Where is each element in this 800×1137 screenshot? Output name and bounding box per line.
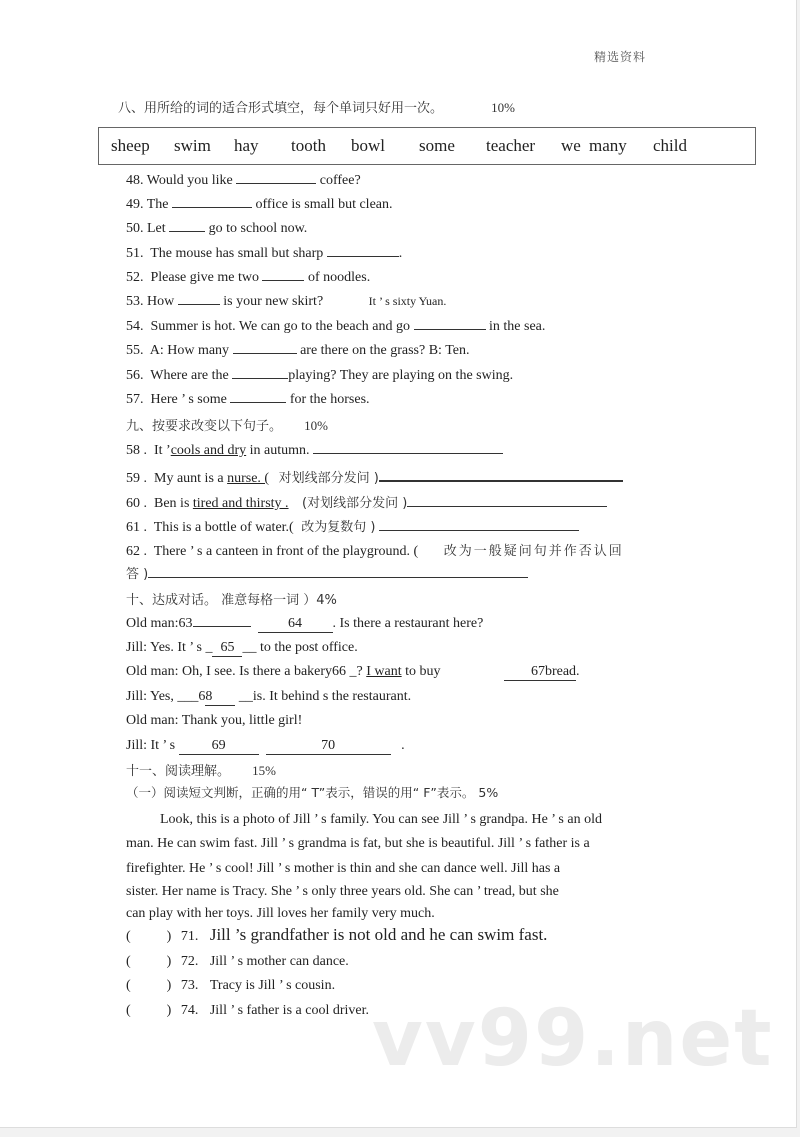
- passage-line: firefighter. He ’ s cool! Jill ’ s mother is thin and she can dance well. Jill has a: [126, 861, 561, 876]
- question-58: 58 . It ’cools and dry in autumn.: [126, 443, 503, 459]
- passage-line: man. He can swim fast. Jill ’ s grandma is fat, but she is beautiful. Jill ’ s father is a: [126, 836, 590, 851]
- answer-blank[interactable]: [262, 280, 304, 281]
- section8-score: 10%: [491, 100, 515, 115]
- word-bank-item: many: [589, 136, 627, 155]
- answer-blank[interactable]: [178, 304, 220, 305]
- section8-title: [118, 97, 515, 116]
- answer-hint: It ’ s sixty Yuan.: [368, 294, 447, 308]
- passage-line: sister. Her name is Tracy. She ’ s only three years old. She can ’ tread, but she: [126, 884, 559, 899]
- watermark: vv99.net: [372, 994, 774, 1084]
- question-59: 59 . My aunt is a nurse. ( 对划线部分发问 ): [126, 467, 623, 487]
- answer-blank-70[interactable]: 70: [266, 738, 391, 755]
- word-bank-item: bowl: [351, 136, 385, 155]
- answer-blank-68[interactable]: 8: [205, 689, 235, 706]
- question-52: 52. Please give me two of noodles.: [126, 270, 371, 285]
- question-48: 48. Would you like coffee?: [126, 173, 361, 188]
- answer-blank-69[interactable]: 69: [179, 738, 259, 755]
- word-bank-item: tooth: [291, 136, 326, 155]
- question-57: 57. Here ’ s some for the horses.: [126, 392, 370, 407]
- word-bank-item: swim: [174, 136, 211, 155]
- tf-item-73: ( ) 73. Tracy is Jill ’ s cousin.: [126, 978, 336, 993]
- answer-blank[interactable]: [169, 231, 205, 232]
- answer-blank-63[interactable]: [193, 626, 251, 627]
- word-bank-item: sheep: [111, 136, 150, 155]
- question-49: 49. The office is small but clean.: [126, 197, 393, 212]
- page-header-label: 精选资料: [594, 50, 647, 64]
- section11-subtitle: （一）阅读短文判断，正确的用“ T”表示，错误的用“ F”表示。 5%: [126, 785, 499, 800]
- answer-line[interactable]: [313, 453, 503, 454]
- question-62-cont: 答 ): [126, 563, 528, 582]
- section9-title: 九、按要求改变以下句子。 10%: [126, 418, 328, 434]
- word-bank-item: teacher: [486, 136, 536, 155]
- question-50: 50. Let go to school now.: [126, 221, 308, 236]
- answer-line[interactable]: [379, 480, 623, 482]
- section10-title: 十、达成对话。 准意每格一词 ）4%: [126, 593, 337, 608]
- tf-item-72: ( ) 72. Jill ’ s mother can dance.: [126, 954, 349, 969]
- question-60: 60 . Ben is tired and thirsty . (对划线部分发问 ): [126, 492, 607, 512]
- answer-blank-64[interactable]: 64: [258, 616, 333, 633]
- section11-title: 十一、阅读理解。 15%: [126, 763, 276, 779]
- word-bank-box: [98, 127, 756, 165]
- dialogue-line-1: Old man:63 64 . Is there a restaurant here?: [126, 616, 484, 631]
- answer-blank-67[interactable]: 67bread: [504, 664, 576, 681]
- answer-blank[interactable]: [172, 207, 252, 208]
- answer-blank-65[interactable]: 65: [212, 640, 242, 657]
- dialogue-line-2: Jill: Yes. It ’ s _ 65 __ to the post office.: [126, 640, 358, 655]
- section8-title-text: 八、用所给的词的适合形式填空，每个单词只好用一次。: [118, 101, 444, 116]
- answer-blank[interactable]: [232, 378, 288, 379]
- dialogue-line-4: Jill: Yes, ___68 __is. It behind s the restaurant.: [126, 689, 412, 704]
- answer-blank[interactable]: [327, 256, 399, 257]
- dialogue-line-6: Jill: It ’ s 69 70 .: [126, 738, 405, 753]
- answer-blank[interactable]: [236, 183, 316, 184]
- question-56: 56. Where are the playing? They are playing on the swing.: [126, 368, 514, 383]
- question-54: 54. Summer is hot. We can go to the beach and go in the sea.: [126, 319, 546, 334]
- answer-line[interactable]: [379, 530, 579, 531]
- answer-line[interactable]: [148, 577, 528, 578]
- answer-blank[interactable]: [230, 402, 286, 403]
- tf-item-74: ( ) 74. Jill ’ s father is a cool driver.: [126, 1003, 369, 1018]
- tf-item-71: ( ) 71. Jill ’s grandfather is not old and he can swim fast.: [126, 925, 548, 944]
- word-bank-item: child: [653, 136, 687, 155]
- question-61: 61 . This is a bottle of water.( 改为复数句 ): [126, 516, 579, 536]
- answer-line[interactable]: [407, 506, 607, 507]
- passage-line: Look, this is a photo of Jill ’ s family. You can see Jill ’ s grandpa. He ’ s an old: [160, 812, 602, 827]
- dialogue-line-5: Old man: Thank you, little girl!: [126, 713, 303, 728]
- answer-blank[interactable]: [233, 353, 297, 354]
- passage-line: can play with her toys. Jill loves her family very much.: [126, 906, 435, 921]
- answer-blank[interactable]: [414, 329, 486, 330]
- question-53: 53. How is your new skirt? It ’ s sixty Yuan.: [126, 294, 447, 309]
- question-55: 55. A: How many are there on the grass? B: Ten.: [126, 343, 470, 358]
- word-bank-item: some: [419, 136, 455, 155]
- question-51: 51. The mouse has small but sharp .: [126, 246, 403, 261]
- dialogue-line-3: Old man: Oh, I see. Is there a bakery66 _? I want to buy 67bread.: [126, 664, 580, 679]
- word-bank-item: hay: [234, 136, 259, 155]
- question-62: 62 . There ’ s a canteen in front of the playground. ( 改为一般疑问句并作否认回: [126, 544, 624, 559]
- word-bank-item: we: [561, 136, 581, 155]
